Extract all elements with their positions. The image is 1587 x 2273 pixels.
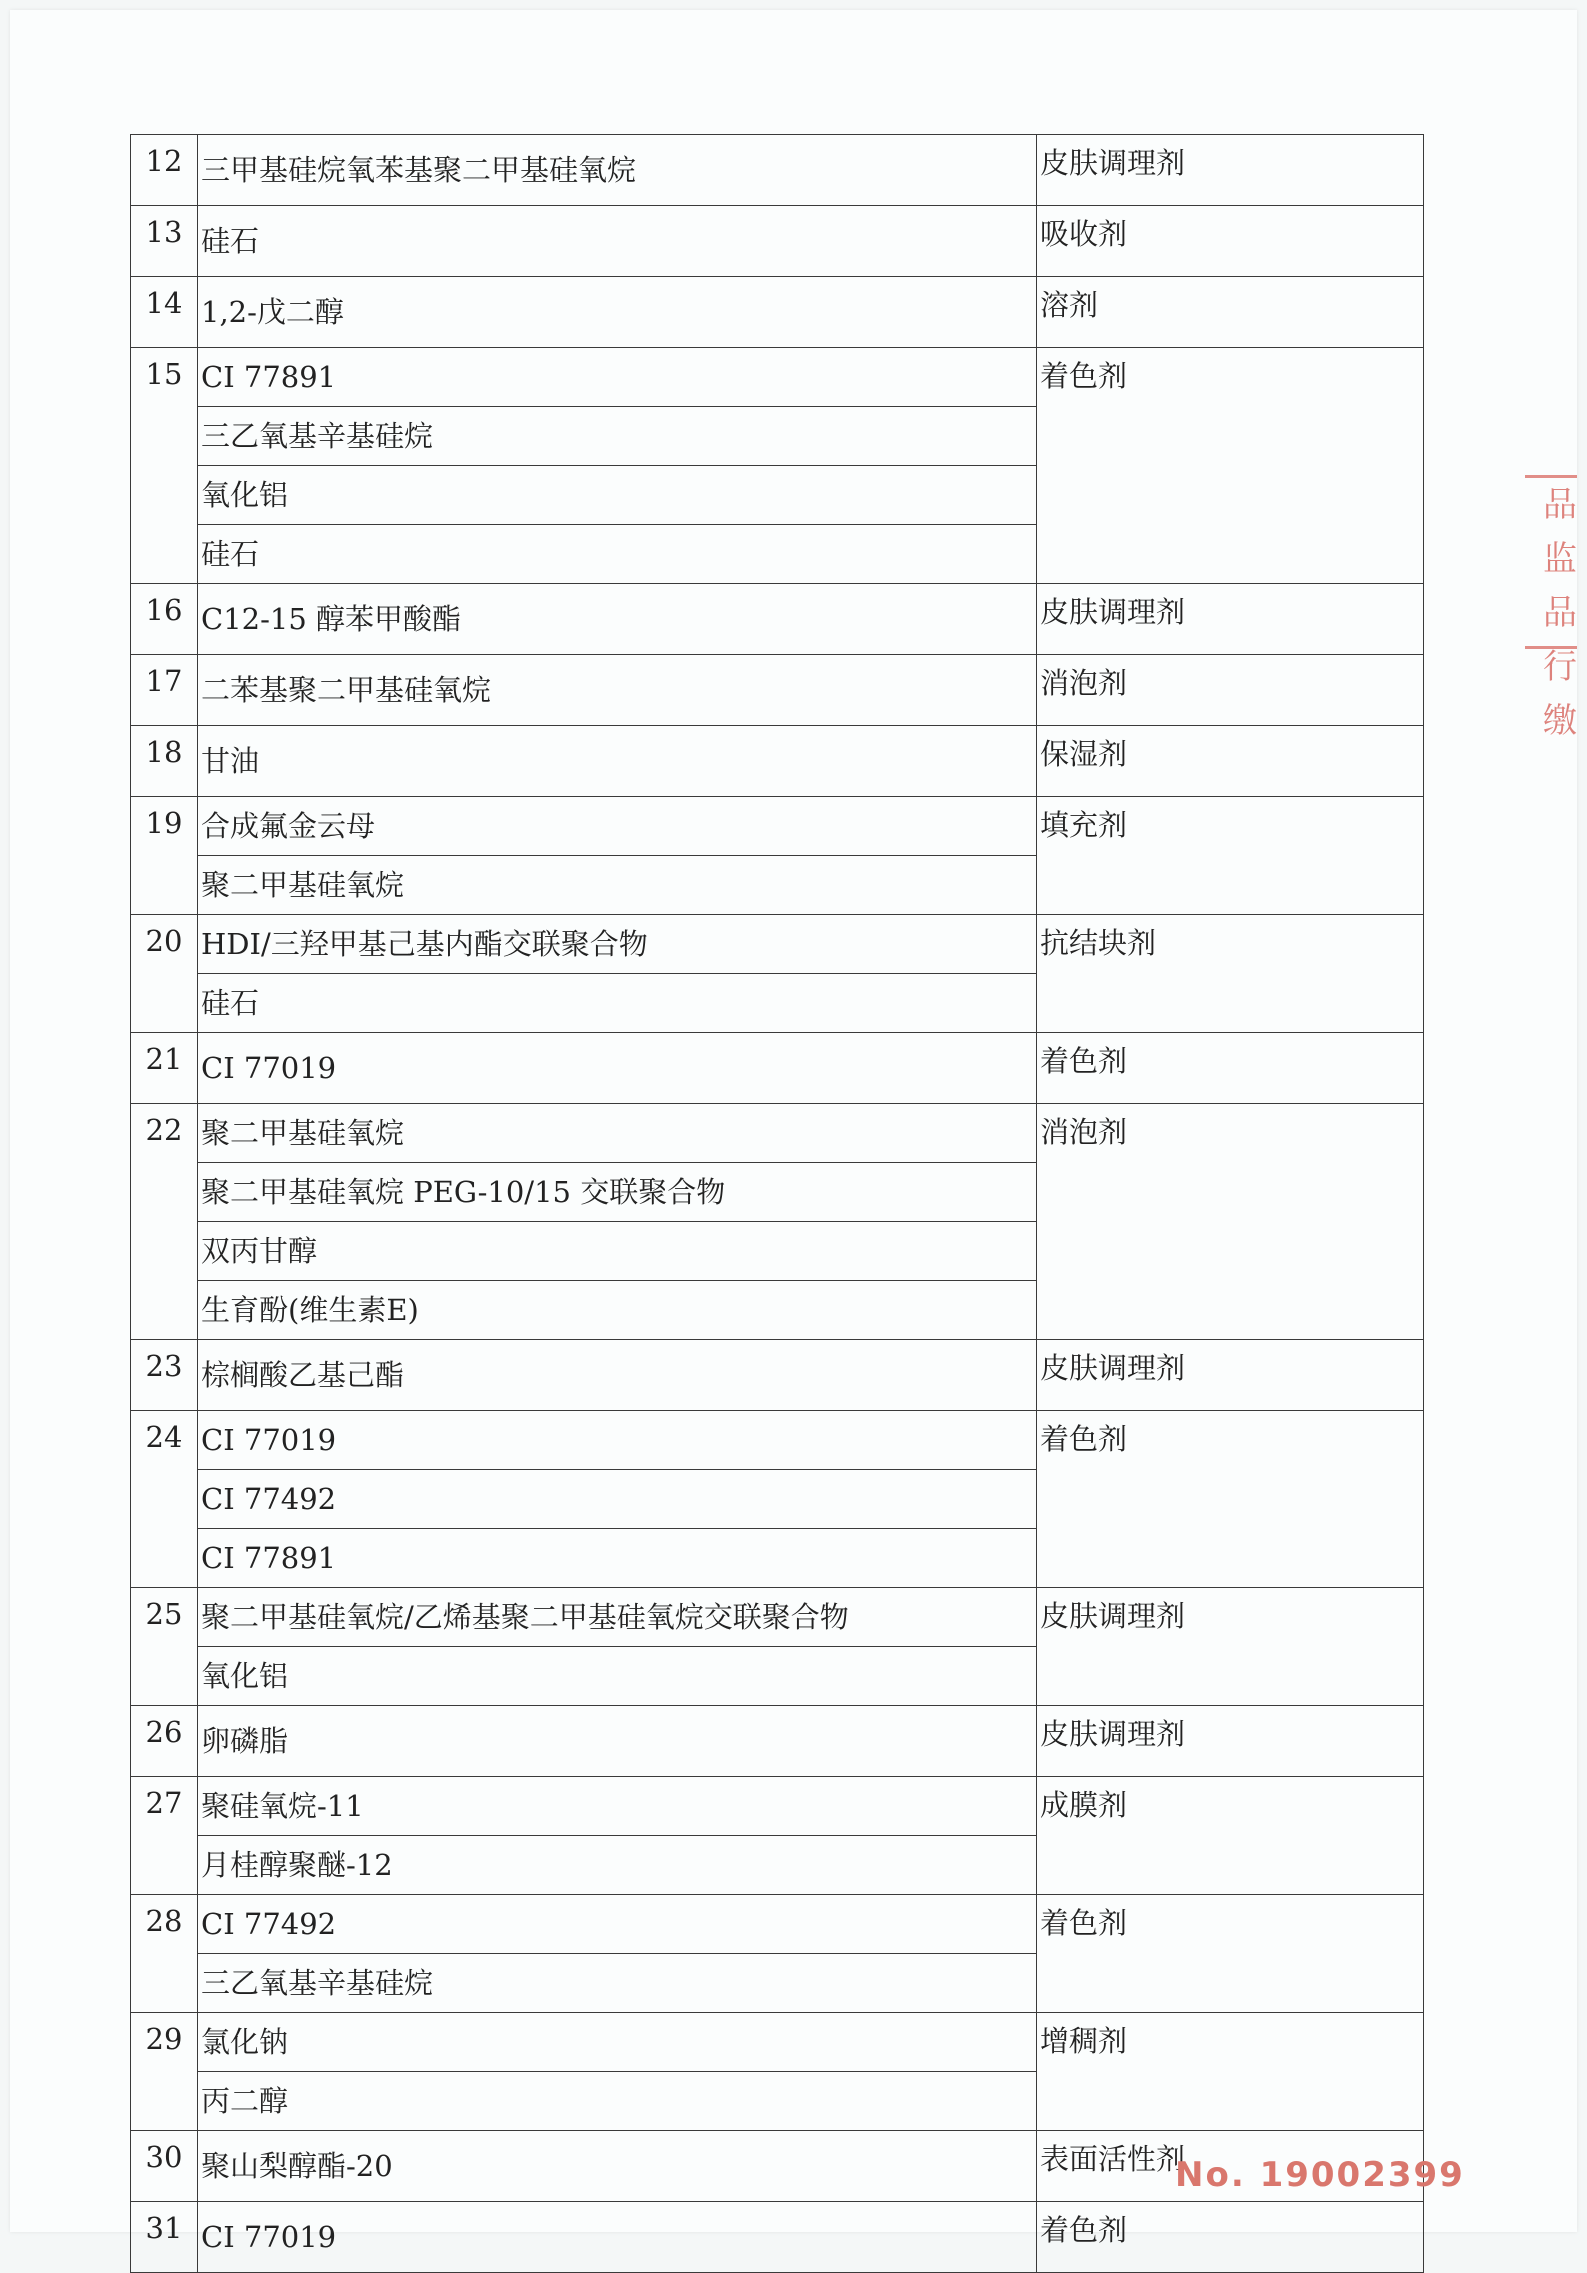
ingredient-function: 保湿剂 — [1037, 726, 1424, 797]
row-number: 18 — [131, 726, 198, 797]
ingredient-name: 月桂醇聚醚-12 — [198, 1836, 1037, 1895]
stamp-text-2: 品行 — [1543, 593, 1577, 687]
ingredient-name: 棕榈酸乙基己酯 — [198, 1340, 1037, 1411]
ingredient-name: C12-15 醇苯甲酸酯 — [198, 584, 1037, 655]
ingredient-function: 着色剂 — [1037, 2202, 1424, 2273]
table-row — [131, 1706, 1424, 1777]
ingredient-name: 聚二甲基硅氧烷/乙烯基聚二甲基硅氧烷交联聚合物 — [198, 1588, 1037, 1647]
table-row — [131, 726, 1424, 797]
row-number: 21 — [131, 1033, 198, 1104]
ingredient-name: 聚二甲基硅氧烷 PEG-10/15 交联聚合物 — [198, 1163, 1037, 1222]
table-row — [131, 1033, 1424, 1104]
ingredient-table-body — [131, 135, 1424, 2273]
ingredient-name: CI 77492 — [198, 1895, 1037, 1954]
ingredient-name: CI 77019 — [198, 2202, 1037, 2273]
ingredient-name: 1,2-戊二醇 — [198, 277, 1037, 348]
ingredient-name: 聚山梨醇酯-20 — [198, 2131, 1037, 2202]
ingredient-table — [130, 134, 1424, 2273]
ingredient-name: 聚硅氧烷-11 — [198, 1777, 1037, 1836]
ingredient-name: CI 77019 — [198, 1033, 1037, 1104]
ingredient-name: 聚二甲基硅氧烷 — [198, 1104, 1037, 1163]
table-row — [131, 584, 1424, 655]
ingredient-name: 聚二甲基硅氧烷 — [198, 856, 1037, 915]
ingredient-function: 着色剂 — [1037, 1411, 1424, 1588]
ingredient-function: 皮肤调理剂 — [1037, 135, 1424, 206]
ingredient-name: 氧化铝 — [198, 1647, 1037, 1706]
ingredient-name: 硅石 — [198, 206, 1037, 277]
ingredient-function: 皮肤调理剂 — [1037, 1340, 1424, 1411]
ingredient-function: 填充剂 — [1037, 797, 1424, 915]
row-number: 14 — [131, 277, 198, 348]
ingredient-name: 丙二醇 — [198, 2072, 1037, 2131]
row-number: 16 — [131, 584, 198, 655]
ingredient-name: CI 77891 — [198, 1529, 1037, 1588]
ingredient-name: 氯化钠 — [198, 2013, 1037, 2072]
row-number: 15 — [131, 348, 198, 584]
ingredient-function: 抗结块剂 — [1037, 915, 1424, 1033]
row-number: 12 — [131, 135, 198, 206]
table-row — [131, 1777, 1424, 1836]
table-row — [131, 1588, 1424, 1647]
ingredient-function: 皮肤调理剂 — [1037, 1588, 1424, 1706]
row-number: 30 — [131, 2131, 198, 2202]
ingredient-name: 硅石 — [198, 525, 1037, 584]
table-row — [131, 135, 1424, 206]
ingredient-name: 三甲基硅烷氧苯基聚二甲基硅氧烷 — [198, 135, 1037, 206]
ingredient-name: 双丙甘醇 — [198, 1222, 1037, 1281]
table-row — [131, 2202, 1424, 2273]
document-page — [10, 10, 1577, 2254]
table-row — [131, 1104, 1424, 1163]
ingredient-name: 合成氟金云母 — [198, 797, 1037, 856]
ingredient-name: 二苯基聚二甲基硅氧烷 — [198, 655, 1037, 726]
table-row — [131, 915, 1424, 974]
ingredient-function: 着色剂 — [1037, 1033, 1424, 1104]
row-number: 29 — [131, 2013, 198, 2131]
ingredient-name: 三乙氧基辛基硅烷 — [198, 1954, 1037, 2013]
serial-number: No. 19002399 — [1175, 2155, 1465, 2195]
ingredient-function: 皮肤调理剂 — [1037, 584, 1424, 655]
ingredient-name: CI 77891 — [198, 348, 1037, 407]
table-row — [131, 277, 1424, 348]
ingredient-name: 卵磷脂 — [198, 1706, 1037, 1777]
row-number: 26 — [131, 1706, 198, 1777]
row-number: 23 — [131, 1340, 198, 1411]
ingredient-function: 着色剂 — [1037, 348, 1424, 584]
ingredient-function: 增稠剂 — [1037, 2013, 1424, 2131]
row-number: 17 — [131, 655, 198, 726]
ingredient-name: 生育酚(维生素E) — [198, 1281, 1037, 1340]
row-number: 31 — [131, 2202, 198, 2273]
ingredient-function: 表面活性剂 — [1037, 2131, 1424, 2202]
ingredient-function: 消泡剂 — [1037, 655, 1424, 726]
row-number: 19 — [131, 797, 198, 915]
ingredient-name: HDI/三羟甲基己基内酯交联聚合物 — [198, 915, 1037, 974]
stamp-text-1: 品监 — [1543, 485, 1577, 579]
table-row — [131, 655, 1424, 726]
ingredient-name: CI 77019 — [198, 1411, 1037, 1470]
table-row — [131, 1411, 1424, 1470]
red-seal-stamp — [1525, 475, 1577, 741]
ingredient-function: 吸收剂 — [1037, 206, 1424, 277]
ingredient-name: 三乙氧基辛基硅烷 — [198, 407, 1037, 466]
ingredient-name: CI 77492 — [198, 1470, 1037, 1529]
table-row — [131, 1895, 1424, 1954]
row-number: 28 — [131, 1895, 198, 2013]
ingredient-name: 氧化铝 — [198, 466, 1037, 525]
stamp-text-3: 缴 — [1543, 701, 1577, 741]
row-number: 13 — [131, 206, 198, 277]
ingredient-function: 成膜剂 — [1037, 1777, 1424, 1895]
table-row — [131, 797, 1424, 856]
ingredient-name: 硅石 — [198, 974, 1037, 1033]
row-number: 22 — [131, 1104, 198, 1340]
ingredient-function: 皮肤调理剂 — [1037, 1706, 1424, 1777]
row-number: 27 — [131, 1777, 198, 1895]
table-row — [131, 2013, 1424, 2072]
row-number: 20 — [131, 915, 198, 1033]
ingredient-function: 消泡剂 — [1037, 1104, 1424, 1340]
ingredient-function: 溶剂 — [1037, 277, 1424, 348]
table-row — [131, 1340, 1424, 1411]
row-number: 25 — [131, 1588, 198, 1706]
table-row — [131, 206, 1424, 277]
ingredient-function: 着色剂 — [1037, 1895, 1424, 2013]
ingredient-name: 甘油 — [198, 726, 1037, 797]
table-row — [131, 348, 1424, 407]
row-number: 24 — [131, 1411, 198, 1588]
